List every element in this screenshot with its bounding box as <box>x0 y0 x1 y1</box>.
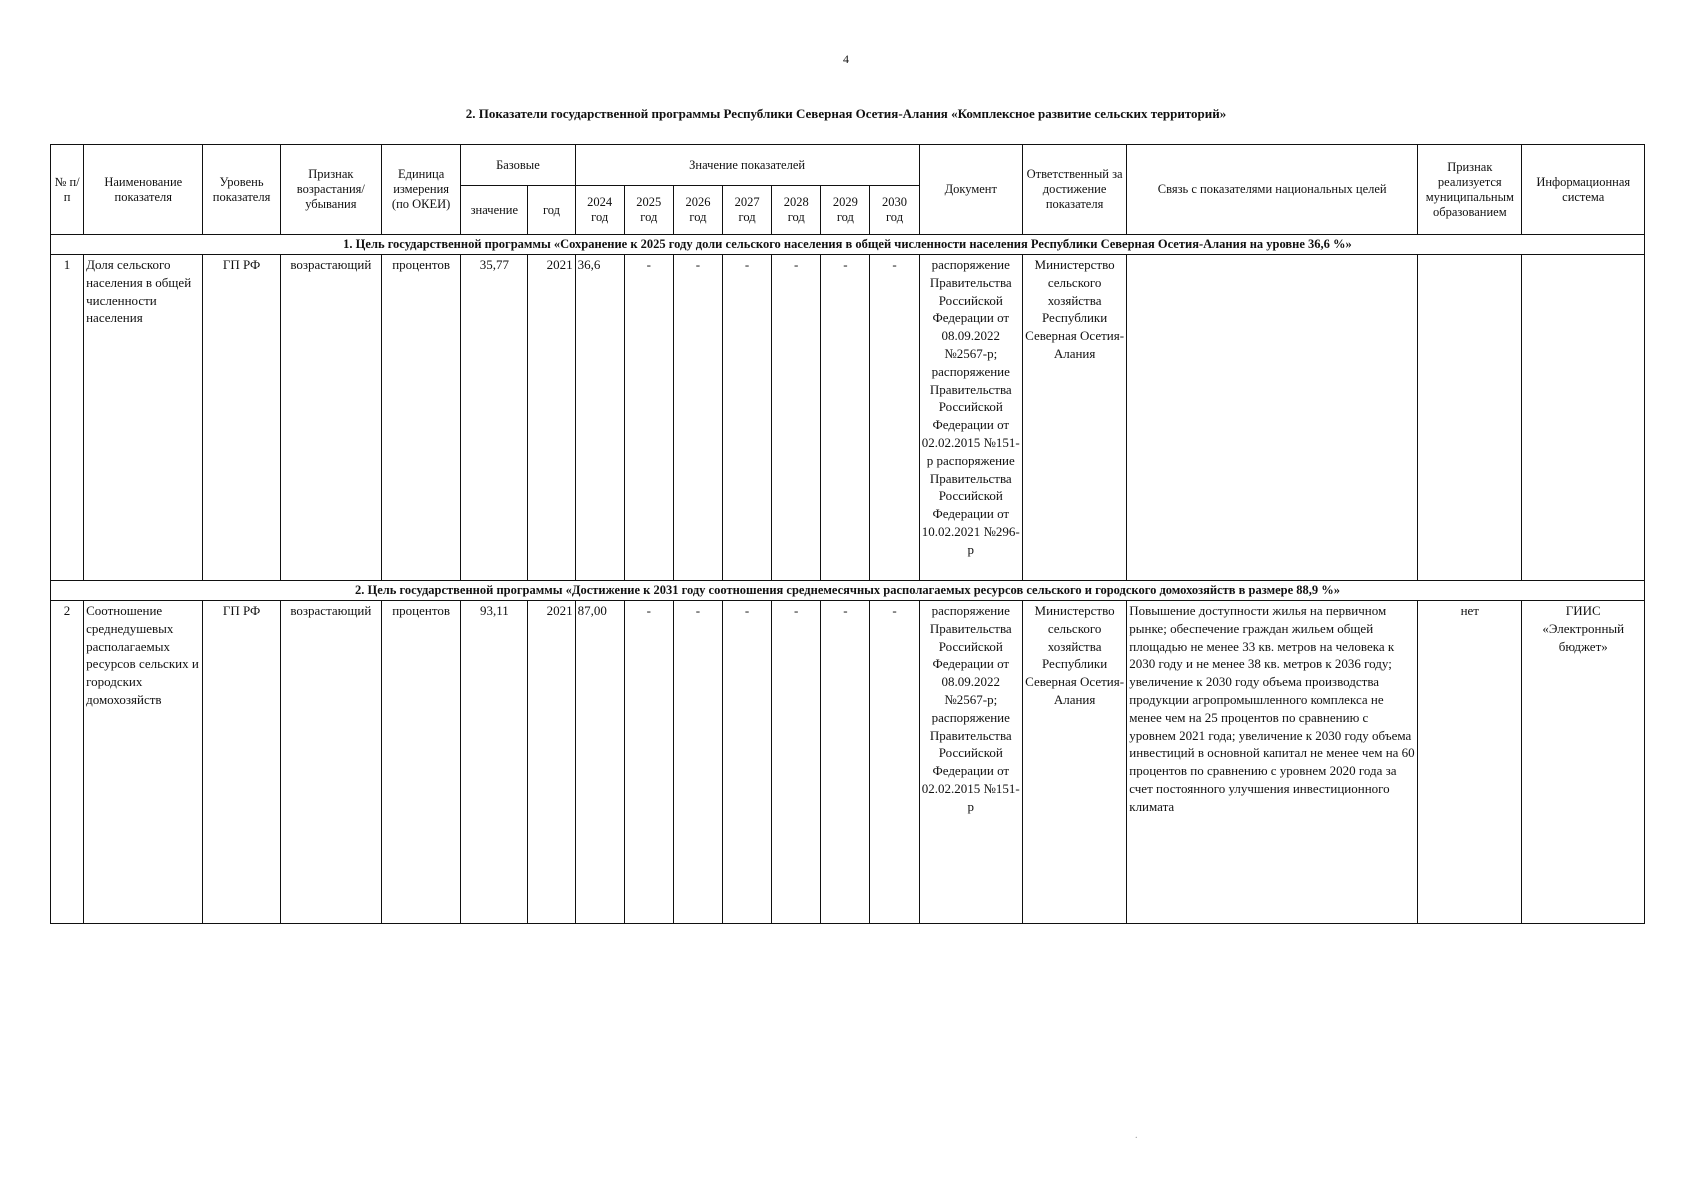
row-value-2026: - <box>673 601 722 924</box>
header-year-2029: 2029 год <box>821 186 870 235</box>
table-row <box>51 255 1645 581</box>
row-name: Соотношение среднедушевых располагаемых ресурсов сельских и городских домохозяйств <box>84 601 203 924</box>
header-document: Документ <box>919 145 1022 235</box>
row-value-2028: - <box>772 601 821 924</box>
row-value-2025: - <box>624 255 673 581</box>
row-links: Повышение доступности жилья на первичном рынке; обеспечение граждан жильем общей площадью не менее 33 кв. метров на человека к 2030 году и не менее 38 кв. метров к 2036 году; увеличение к 2030 году объема производства продукции агропромышленного комплекса не менее чем на 25 процентов по сравнению с уровнем 2021 года; увеличение к 2030 году объема инвестиций в основной капитал не менее чем на 60 процентов по сравнению с уровнем 2020 года за счет постоянного улучшения инвестиционного климата <box>1127 601 1418 924</box>
header-year-2024: 2024 год <box>575 186 624 235</box>
row-base-year: 2021 <box>528 601 575 924</box>
header-name: Наименование показателя <box>84 145 203 235</box>
page-number: 4 <box>843 52 849 66</box>
row-sign: возрастающий <box>280 255 381 581</box>
row-level: ГП РФ <box>203 255 280 581</box>
header-year-2030: 2030 год <box>870 186 919 235</box>
row-document: распоряжение Правительства Российской Федерации от 08.09.2022 №2567-р; распоряжение Правительства Российской Федерации от 02.02.2015 №151-р распоряжение Правительства Российской Федерации от 10.02.2021 №296-р <box>919 255 1022 581</box>
row-level: ГП РФ <box>203 601 280 924</box>
row-municipal: нет <box>1418 601 1522 924</box>
header-sign: Признак возрастания/ убывания <box>280 145 381 235</box>
header-base: Базовые <box>461 145 575 186</box>
scan-mark: . <box>1135 1130 1138 1141</box>
row-base-year: 2021 <box>528 255 575 581</box>
header-unit: Единица измерения (по ОКЕИ) <box>382 145 461 235</box>
row-links <box>1127 255 1418 581</box>
row-num: 1 <box>51 255 84 581</box>
row-value-2030: - <box>870 601 919 924</box>
document-title: 2. Показатели государственной программы Республики Северная Осетия-Алания «Комплексное развитие сельских территорий» <box>465 106 1227 121</box>
header-year-2028: 2028 год <box>772 186 821 235</box>
row-value-2026: - <box>673 255 722 581</box>
row-document: распоряжение Правительства Российской Федерации от 08.09.2022 №2567-р; распоряжение Правительства Российской Федерации от 02.02.2015 №151-р <box>919 601 1022 924</box>
header-municipal: Признак реализуется муниципальным образованием <box>1418 145 1522 235</box>
header-info-system: Информационная система <box>1522 145 1645 235</box>
row-info-system: ГИИС «Электронный бюджет» <box>1522 601 1645 924</box>
header-base-value: значение <box>461 186 528 235</box>
header-values: Значение показателей <box>575 145 919 186</box>
header-base-year: год <box>528 186 575 235</box>
row-name: Доля сельского населения в общей численности населения <box>84 255 203 581</box>
row-municipal <box>1418 255 1522 581</box>
goal-2-heading: 2. Цель государственной программы «Достижение к 2031 году соотношения среднемесячных располагаемых ресурсов сельского и городского домохозяйств в размере 88,9 %» <box>51 581 1645 601</box>
row-base-value: 35,77 <box>461 255 528 581</box>
header-num: № п/п <box>51 145 84 235</box>
row-value-2024: 36,6 <box>575 255 624 581</box>
row-sign: возрастающий <box>280 601 381 924</box>
header-year-2026: 2026 год <box>673 186 722 235</box>
row-value-2027: - <box>723 601 772 924</box>
row-value-2027: - <box>723 255 772 581</box>
row-info-system <box>1522 255 1645 581</box>
row-responsible: Министерство сельского хозяйства Республики Северная Осетия-Алания <box>1022 601 1126 924</box>
row-unit: процентов <box>382 601 461 924</box>
header-year-2027: 2027 год <box>723 186 772 235</box>
row-responsible: Министерство сельского хозяйства Республики Северная Осетия-Алания <box>1022 255 1126 581</box>
header-responsible: Ответственный за достижение показателя <box>1022 145 1126 235</box>
header-links: Связь с показателями национальных целей <box>1127 145 1418 235</box>
row-num: 2 <box>51 601 84 924</box>
header-level: Уровень показателя <box>203 145 280 235</box>
table-row <box>51 601 1645 924</box>
row-value-2025: - <box>624 601 673 924</box>
row-value-2028: - <box>772 255 821 581</box>
indicators-table <box>50 144 1645 924</box>
row-value-2030: - <box>870 255 919 581</box>
row-value-2029: - <box>821 255 870 581</box>
header-year-2025: 2025 год <box>624 186 673 235</box>
row-value-2029: - <box>821 601 870 924</box>
goal-1-heading: 1. Цель государственной программы «Сохранение к 2025 году доли сельского населения в общей численности населения Республики Северная Осетия-Алания на уровне 36,6 %» <box>51 235 1645 255</box>
row-base-value: 93,11 <box>461 601 528 924</box>
row-unit: процентов <box>382 255 461 581</box>
row-value-2024: 87,00 <box>575 601 624 924</box>
